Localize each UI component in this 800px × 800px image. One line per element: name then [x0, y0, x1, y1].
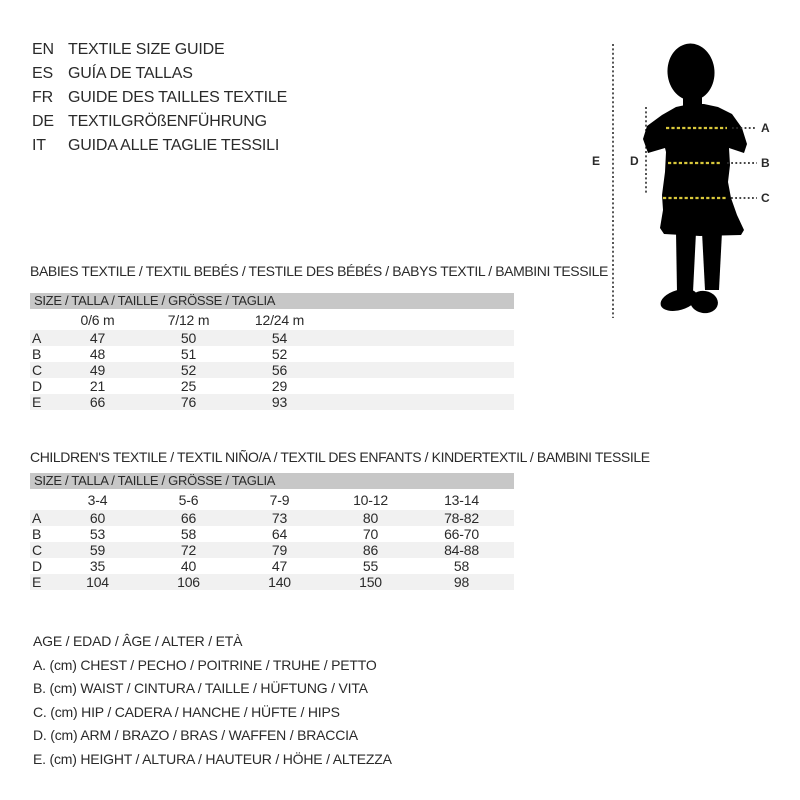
children-corner-cell — [30, 489, 52, 510]
cell: 66 — [89, 394, 106, 410]
legend-age: AGE / EDAD / ÂGE / ALTER / ETÀ — [33, 633, 243, 649]
cell: 106 — [177, 574, 200, 590]
babies-size-header-bar: SIZE / TALLA / TAILLE / GRÖSSE / TAGLIA — [30, 293, 514, 309]
children-row-a — [30, 510, 514, 526]
children-columns-row — [30, 489, 514, 510]
cell: 66-70 — [444, 526, 479, 542]
cell: 98 — [453, 574, 470, 590]
legend-chest: A. (cm) CHEST / PECHO / POITRINE / TRUHE / PETTO — [33, 656, 377, 673]
children-row-e — [30, 574, 514, 590]
row-label: A — [32, 510, 42, 526]
lang-label-it: GUIDA ALLE TAGLIE TESSILI — [68, 137, 280, 154]
children-col-header: 13-14 — [444, 491, 479, 508]
lang-label-es: GUÍA DE TALLAS — [68, 65, 193, 82]
children-row-c — [30, 542, 514, 558]
babies-columns-row — [30, 309, 514, 330]
lang-label-de: TEXTILGRÖßENFÜHRUNG — [68, 113, 267, 130]
cell: 29 — [271, 378, 288, 394]
cell: 52 — [180, 362, 197, 378]
lang-row-it — [32, 134, 287, 158]
cell: 50 — [180, 330, 197, 346]
lang-row-es — [32, 62, 287, 86]
cell: 72 — [180, 542, 197, 558]
legend-waist: B. (cm) WAIST / CINTURA / TAILLE / HÜFTUNG / VITA — [33, 680, 368, 696]
children-col-header: 10-12 — [353, 491, 388, 508]
child-silhouette — [643, 42, 747, 315]
measurement-legend — [33, 630, 392, 771]
lang-code-fr: FR — [32, 89, 53, 106]
babies-col-header: 7/12 m — [167, 311, 210, 328]
silhouette-right-leg — [702, 232, 722, 290]
cell: 66 — [180, 510, 197, 526]
silhouette-torso-shirt-shorts — [643, 104, 747, 236]
cell: 21 — [89, 378, 106, 394]
cell: 47 — [89, 330, 106, 346]
cell: 73 — [271, 510, 288, 526]
children-col-header: 3-4 — [87, 491, 108, 508]
figure-label-b: B — [761, 156, 770, 170]
cell: 40 — [180, 558, 197, 574]
figure-label-a: A — [761, 121, 770, 135]
child-silhouette-diagram — [585, 20, 800, 325]
cell: 55 — [362, 558, 379, 574]
cell: 60 — [89, 510, 106, 526]
row-label: C — [32, 362, 42, 378]
children-row-d — [30, 558, 514, 574]
cell: 78-82 — [444, 510, 479, 526]
cell: 49 — [89, 362, 106, 378]
row-label: A — [32, 330, 42, 346]
cell: 35 — [89, 558, 106, 574]
cell: 76 — [180, 394, 197, 410]
children-col-header: 5-6 — [178, 491, 199, 508]
cell: 64 — [271, 526, 288, 542]
cell: 93 — [271, 394, 288, 410]
babies-row-c — [30, 362, 514, 378]
cell: 150 — [359, 574, 382, 590]
cell: 84-88 — [444, 542, 479, 558]
figure-label-e: E — [592, 154, 600, 168]
babies-row-d — [30, 378, 514, 394]
babies-corner-cell — [30, 309, 52, 330]
lang-row-fr — [32, 86, 287, 110]
cell: 79 — [271, 542, 288, 558]
cell: 58 — [453, 558, 470, 574]
figure-label-d: D — [630, 154, 639, 168]
children-size-table — [30, 489, 514, 590]
lang-label-en: TEXTILE SIZE GUIDE — [68, 41, 225, 58]
row-label: C — [32, 542, 42, 558]
children-row-b — [30, 526, 514, 542]
cell: 59 — [89, 542, 106, 558]
lang-code-it: IT — [32, 137, 46, 154]
language-title-list — [32, 38, 287, 158]
measurement-figure — [585, 20, 800, 325]
cell: 80 — [362, 510, 379, 526]
lang-code-es: ES — [32, 65, 53, 82]
cell: 48 — [89, 346, 106, 362]
row-label: E — [32, 574, 42, 590]
cell: 54 — [271, 330, 288, 346]
cell: 51 — [180, 346, 197, 362]
children-size-header-bar: SIZE / TALLA / TAILLE / GRÖSSE / TAGLIA — [30, 473, 514, 489]
cell: 86 — [362, 542, 379, 558]
children-section-title: CHILDREN'S TEXTILE / TEXTIL NIÑO/A / TEXTIL DES ENFANTS / KINDERTEXTIL / BAMBINI TESSILE — [30, 449, 650, 465]
row-label: D — [32, 378, 42, 394]
babies-col-header: 12/24 m — [254, 311, 305, 328]
legend-height: E. (cm) HEIGHT / ALTURA / HAUTEUR / HÖHE / ALTEZZA — [33, 750, 392, 767]
cell: 53 — [89, 526, 106, 542]
row-label: B — [32, 526, 42, 542]
lang-label-fr: GUIDE DES TAILLES TEXTILE — [68, 89, 288, 106]
legend-hip: C. (cm) HIP / CADERA / HANCHE / HÜFTE / HIPS — [33, 703, 340, 720]
babies-row-e — [30, 394, 514, 410]
cell: 70 — [362, 526, 379, 542]
row-label: D — [32, 558, 42, 574]
lang-row-en — [32, 38, 287, 62]
lang-row-de — [32, 110, 287, 134]
lang-code-en: EN — [32, 41, 54, 58]
row-label: E — [32, 394, 42, 410]
cell: 140 — [268, 574, 291, 590]
cell: 47 — [271, 558, 288, 574]
cell: 56 — [271, 362, 288, 378]
babies-section-title: BABIES TEXTILE / TEXTIL BEBÉS / TESTILE DES BÉBÉS / BABYS TEXTIL / BAMBINI TESSILE — [30, 263, 608, 279]
lang-code-de: DE — [32, 113, 54, 130]
cell: 58 — [180, 526, 197, 542]
children-col-header: 7-9 — [269, 491, 290, 508]
babies-row-a — [30, 330, 514, 346]
babies-row-b — [30, 346, 514, 362]
cell: 52 — [271, 346, 288, 362]
silhouette-left-leg — [676, 232, 696, 292]
cell: 25 — [180, 378, 197, 394]
cell: 104 — [86, 574, 109, 590]
row-label: B — [32, 346, 42, 362]
babies-size-table — [30, 309, 514, 410]
babies-col-header: 0/6 m — [80, 311, 115, 328]
figure-label-c: C — [761, 191, 770, 205]
legend-arm: D. (cm) ARM / BRAZO / BRAS / WAFFEN / BRACCIA — [33, 727, 358, 743]
